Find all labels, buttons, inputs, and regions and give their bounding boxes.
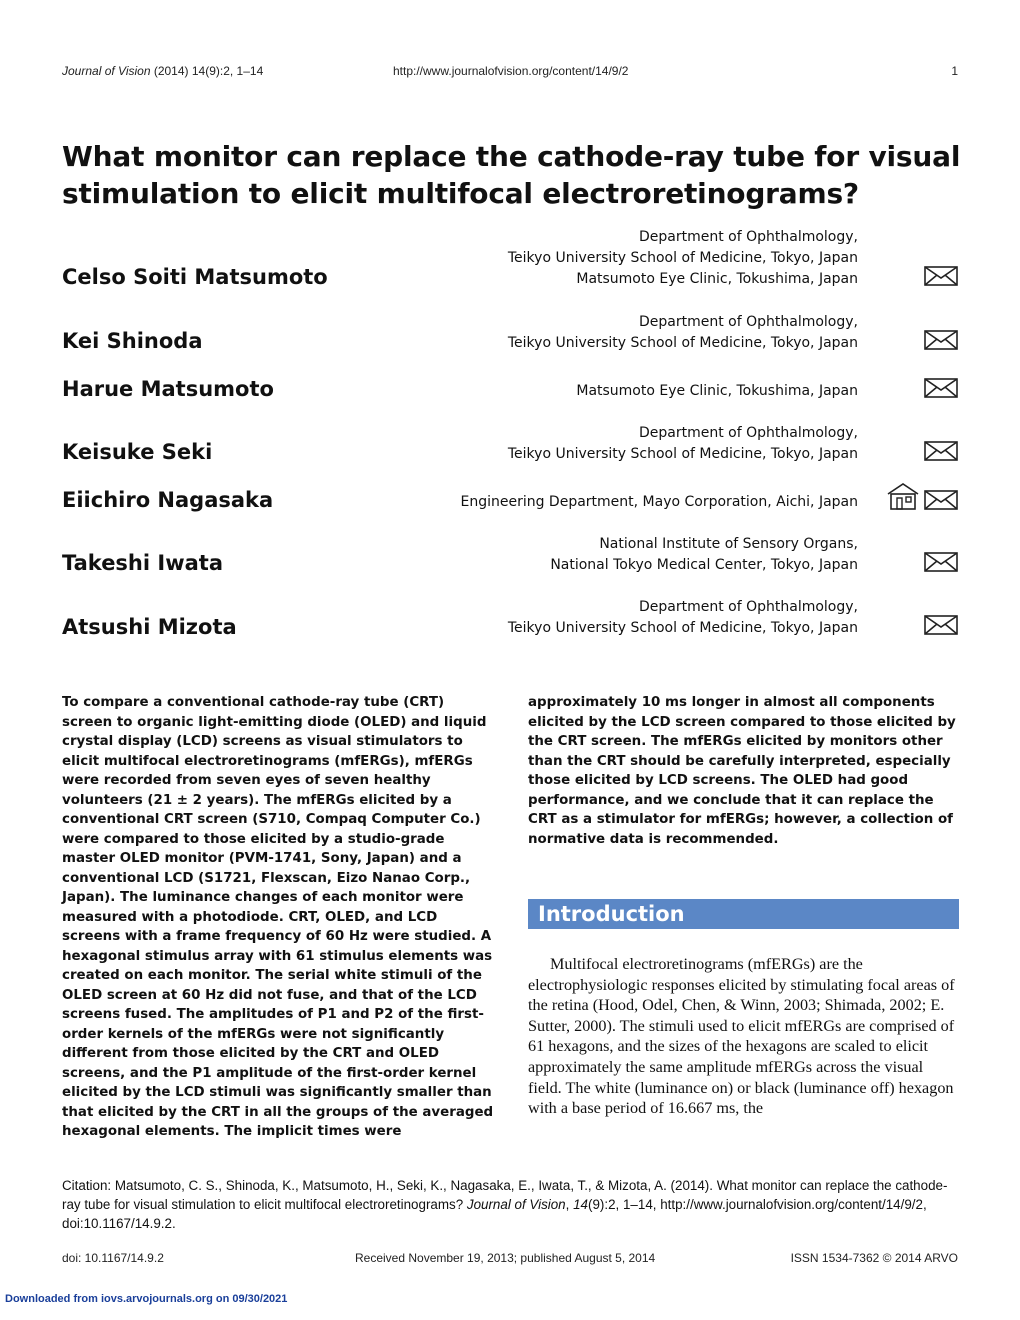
- affiliation-line: Department of Ophthalmology,: [638, 229, 858, 245]
- affiliation-line: Teikyo University School of Medicine, Tokyo, Japan: [507, 250, 858, 266]
- affiliation-line: Matsumoto Eye Clinic, Tokushima, Japan: [576, 383, 858, 399]
- journal-name: Journal of Vision: [62, 64, 151, 78]
- affiliation-line: Department of Ophthalmology,: [638, 314, 858, 330]
- email-icon[interactable]: [924, 552, 958, 572]
- citation-block: [62, 1176, 962, 1233]
- author-affiliation: [338, 227, 858, 290]
- citation-separator: ,: [565, 1197, 574, 1212]
- citation-rest: (9):2, 1–14, http://www.journalofvision.org/content/14/9/2, doi:10.1167/14.9.2.: [62, 1197, 927, 1231]
- author-icons: [924, 441, 958, 461]
- email-icon[interactable]: [924, 490, 958, 510]
- download-stamp[interactable]: Downloaded from iovs.arvojournals.org on 09/30/2021: [5, 1293, 288, 1305]
- author-affiliation: [338, 492, 858, 513]
- affiliation-line: Matsumoto Eye Clinic, Tokushima, Japan: [576, 271, 858, 287]
- affiliation-line: Teikyo University School of Medicine, Tokyo, Japan: [507, 446, 858, 462]
- footer-issn: ISSN 1534-7362 © 2014 ARVO: [790, 1251, 958, 1265]
- author-name: Keisuke Seki: [62, 440, 213, 464]
- affiliation-line: Department of Ophthalmology,: [638, 425, 858, 441]
- author-name: Takeshi Iwata: [62, 551, 223, 575]
- affiliation-line: Teikyo University School of Medicine, Tokyo, Japan: [507, 335, 858, 351]
- email-icon[interactable]: [924, 330, 958, 350]
- affiliation-line: Engineering Department, Mayo Corporation, Aichi, Japan: [460, 494, 858, 510]
- affiliation-line: Department of Ophthalmology,: [638, 599, 858, 615]
- author-name: Harue Matsumoto: [62, 377, 274, 401]
- author-affiliation: [338, 423, 858, 465]
- author-icons: [924, 552, 958, 572]
- author-icons: [924, 615, 958, 635]
- home-icon[interactable]: [886, 482, 920, 510]
- abstract-right-column: approximately 10 ms longer in almost all components elicited by the LCD screen compared to those elicited by the CRT screen. The mfERGs elicited by monitors other than the CRT should be carefully interpreted, especially those elicited by LCD screens. The OLED had good performance, and we conclude that it can replace the CRT as a stimulator for mfERGs; however, a collection of normative data is recommended.: [528, 695, 956, 847]
- author-icons: [924, 330, 958, 350]
- article-title: What monitor can replace the cathode-ray tube for visual stimulation to elicit multifocal electroretinograms?: [62, 140, 961, 210]
- author-affiliation: [338, 381, 858, 402]
- abstract-left-column: To compare a conventional cathode-ray tube (CRT) screen to organic light-emitting diode (OLED) and liquid crystal display (LCD) screens as visual stimulators to elicit multifocal electroretinograms (mfERGs), mfERGs were recorded from seven eyes of seven healthy volunteers (21 ± 2 years). The mfERGs elicited by a conventional CRT screen (S710, Compaq Computer Co.) were compared to those elicited by a studio-grade master OLED monitor (PVM-1741, Sony, Japan) and a conventional LCD (S1721, Flexscan, Eizo Nanao Corp., Japan). The luminance changes of each monitor were measured with a photodiode. CRT, OLED, and LCD screens with a frame frequency of 60 Hz were studied. A hexagonal stimulus array with 61 stimulus elements was created on each monitor. The serial white stimuli of the OLED screen at 60 Hz did not fuse, and that of the LCD screens fused. The amplitudes of P1 and P2 of the first-order kernels of the mfERGs were not significantly different from those elicited by the CRT and OLED screens, and the P1 amplitude of the first-order kernel elicited by the LCD stimuli was significantly smaller than that elicited by the CRT in all the groups of the averaged hexagonal elements. The implicit times were: [62, 695, 494, 1139]
- page-number: 1: [951, 64, 958, 78]
- author-affiliation: [338, 597, 858, 639]
- author-affiliation: [338, 312, 858, 354]
- footer-received: Received November 19, 2013; published August 5, 2014: [355, 1251, 656, 1265]
- header-url[interactable]: http://www.journalofvision.org/content/14/9/2: [393, 64, 629, 78]
- email-icon[interactable]: [924, 266, 958, 286]
- citation-volume: 14: [573, 1197, 588, 1212]
- author-name: Kei Shinoda: [62, 329, 203, 353]
- citation-text: Citation: Matsumoto, C. S., Shinoda, K., Matsumoto, H., Seki, K., Nagasaka, E., Iwata, T., & Mizota, A. (2014). What monitor can replace the cathode-ray tube for visual stimulation to elicit multifocal electroretinograms?: [62, 1178, 948, 1212]
- affiliation-line: Teikyo University School of Medicine, Tokyo, Japan: [507, 620, 858, 636]
- affiliation-line: National Tokyo Medical Center, Tokyo, Japan: [550, 557, 858, 573]
- email-icon[interactable]: [924, 378, 958, 398]
- email-icon[interactable]: [924, 615, 958, 635]
- affiliation-line: National Institute of Sensory Organs,: [599, 536, 858, 552]
- author-affiliation: [338, 534, 858, 576]
- introduction-paragraph: Multifocal electroretinograms (mfERGs) are the electrophysiologic responses elicited by stimulating focal areas of the retina (Hood, Odel, Chen, & Winn, 2003; Shimada, 2002; E. Sutter, 2000). The stimuli used to elicit mfERGs are comprised of 61 hexagons, and the sizes of the hexagons are scaled to elicit approximately the same amplitude mfERGs across the visual field. The white (luminance on) or black (luminance off) hexagon with a base period of 16.667 ms, the: [528, 955, 955, 1118]
- author-icons: [886, 482, 958, 510]
- journal-details: (2014) 14(9):2, 1–14: [150, 64, 264, 78]
- author-name: Atsushi Mizota: [62, 615, 237, 639]
- author-name: Celso Soiti Matsumoto: [62, 265, 328, 289]
- footer-doi: doi: 10.1167/14.9.2: [62, 1251, 164, 1265]
- email-icon[interactable]: [924, 441, 958, 461]
- author-icons: [924, 266, 958, 286]
- author-icons: [924, 378, 958, 398]
- citation-journal: Journal of Vision: [466, 1197, 566, 1212]
- running-header-journal: [62, 63, 263, 79]
- author-name: Eiichiro Nagasaka: [62, 488, 274, 512]
- introduction-heading: Introduction: [528, 899, 959, 929]
